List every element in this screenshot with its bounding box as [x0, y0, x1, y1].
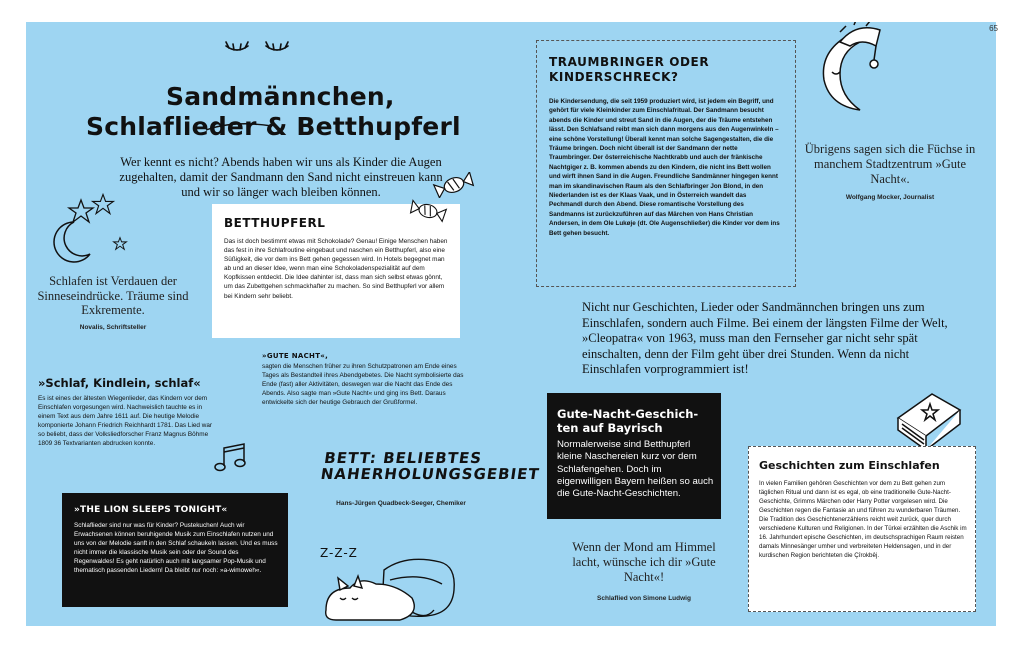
betthupferl-box [212, 204, 460, 338]
quote-mocker: Übrigens sagen sich die Füchse in manchem Stadtzentrum »Gute Nacht«. [804, 142, 976, 186]
star-icon [112, 236, 128, 251]
schlaf-kindlein-text: Es ist eines der ältesten Wiegenlieder, das Kindern vor dem Einschlafen vorgesungen wird. Nachweislich tauchte es in einem Text aus dem Jahre 1611 auf. Die heutige Melodie komponierte Johann Friedrich Reichhardt 1781. Das Lied war so beliebt, dass der Volksliedforscher Franz Magnus Böhme 1809 36 Textvarianten abdrucken konnte. [38, 395, 213, 448]
sleeping-moon-icon [810, 22, 894, 114]
quote-mocker-author: Wolfgang Mocker, Journalist [845, 194, 935, 201]
geschichten-text-2: Die Tradition des Geschichtenerzählens reicht weit zurück, quer durch verschiedene Kulturen und Religionen. In der Türkei erzählten die Aschik im 16. Jahrhundert epische Geschichten, im deutschsprachigen Raum reisten damals Minnesänger umher und verbreiteten Heldensagen, und in der kurdischen Region berichteten die Çîrokbêj. [759, 516, 967, 559]
magazine-spread [26, 22, 996, 626]
geschichten-text-1: In vielen Familien gehören Geschichten vor dem zu Bett gehen zum täglichen Ritual und dann ist es egal, ob eine traditionelle Gute-Nacht-Geschichte, Grimms Märchen oder Harry Potter vorgelesen wird. Die Geschichten regen die Fantasie an und führen zu wunderbaren Träumen. [759, 480, 961, 514]
betthupferl-text: Das ist doch bestimmt etwas mit Schokolade? Genau! Einige Menschen haben das fest in ihre Schlafroutine eingebaut und naschen ein Betthupferl, also eine Süßigkeit, die vor dem ins Bett gehen gegessen wird. In Hotels begegnet man ab und an dieser Idee, wenn man eine Schokoladenspezialität auf dem Kopfkissen entdeckt. Die Idee dahinter ist, dass man sich selbst etwas gönnt, um das Zubettgehen schmackhafter zu machen. So sind Betthupferl vor allem bei Kindern sehr beliebt. [224, 238, 448, 300]
traumbringer-text: Die Kindersendung, die seit 1959 produziert wird, ist jedem ein Begriff, und gehört für viele Kleinkinder zum Einschlafritual. Der Sandmann besucht abends die Kinder und streut Sand in die Augen, der die Träume entstehen lässt. Den Schlafsand reibt man sich dann morgens aus den Augenwinkeln – eine schöne Vorstellung! Überall kennt man solche Sagengestalten, die die Träume bringen. Doch nicht überall ist der Sandmann der nette Traumbringer. Der österreichische Nachtkrabb und auch der fränkische Nachtgiger z. B. kommen abends zu den Kindern, die nicht ins Bett wollen und wirft ihnen Sand in die Augen. Freundliche Sandmänner hingegen kennt man im skandinavischen Raum als den Schlafbringer Jon Blond, in den Niederlanden ist es der Klaas Vaak, und in Österreich wandelt das Pechmandl durch den Abend. Diese romantische Vorstellung des Sandmanns ist zurückzuführen auf das Märchen von Hans Christian Andersen, in dem Ole Lukøje (dt. Ole Augenschließer) die Kinder vor dem ins Bett gehen besucht. [549, 98, 780, 237]
traumbringer-heading-line-1: TRAUMBRINGER ODER [549, 55, 710, 69]
star-icon [90, 192, 116, 216]
traumbringer-heading-line-2: KINDERSCHRECK? [549, 70, 679, 84]
gute-nacht-heading: »GUTE NACHT«, [262, 352, 329, 360]
betthupferl-heading: BETTHUPFERL [224, 216, 326, 230]
bett-quote-author: Hans-Jürgen Quadbeck-Seeger, Chemiker [336, 500, 466, 507]
bayrisch-box [547, 393, 721, 519]
quote-lied: Wenn der Mond am Himmel lacht, wünsche ich dir »Gute Nacht«! [572, 540, 716, 584]
quote-novalis: Schlafen ist Verdauen der Sinneseindrücke. Träume sind Exkremente. [37, 274, 189, 317]
schlaf-kindlein-heading: »Schlaf, Kindlein, schlaf« [38, 376, 201, 390]
geschichten-heading: Geschichten zum Einschlafen [759, 459, 940, 472]
geschichten-text [759, 479, 967, 560]
candy-icon [432, 172, 476, 198]
underline-swash [204, 120, 274, 134]
lion-sleeps-box [62, 493, 288, 607]
title-line-1: Sandmännchen, [166, 82, 395, 111]
crescent-moon-icon [50, 218, 94, 264]
page-number: 65 [989, 24, 998, 33]
lion-sleeps-text: Schlaflieder sind nur was für Kinder? Pustekuchen! Auch wir Erwachsenen können beruhigende Musik zum Einschlafen nutzen und uns von der Melodie sanft in den Schlaf schaukeln lassen. Und es muss nicht immer die klassische Musik sein oder der Sound des Regenwaldes! Es geht natürlich auch mit langsamer Pop-Musik und thematisch passenden Liedern! Da bleibt nur noch: »a-wimoweh«. [74, 522, 278, 575]
bayrisch-text: Normalerweise sind Betthupferl kleine Naschereien kurz vor dem Schlafengehen. Doch im eigenwilligen Bayern heißen so auch die Gute-Nacht-Geschichten. [557, 439, 714, 500]
closed-eyes-icon [222, 38, 294, 60]
geschichten-box [748, 446, 976, 612]
traumbringer-heading [549, 55, 709, 85]
sleeping-cat-illustration [316, 540, 476, 624]
sleep-zzz: Z-Z-Z [320, 546, 358, 560]
bett-quote-line-1: BETT: BELIEBTES [323, 449, 484, 467]
quote-novalis-author: Novalis, Schriftsteller [79, 324, 147, 331]
filme-text: Nicht nur Geschichten, Lieder oder Sandmännchen bringen uns zum Einschlafen, sondern auch Filme. Bei einem der längsten Filme der Welt, »Cleopatra« von 1963, muss man den Fernseher gar nicht sehr spät einschalten, denn der Film geht über drei Stunden. Wenn da nicht Einschlafen vorprogrammiert ist! [582, 300, 948, 376]
traumbringer-box [536, 40, 796, 287]
bett-quote [319, 449, 541, 483]
candy-icon [408, 198, 448, 224]
music-note-icon [214, 442, 248, 474]
gute-nacht-text: sagten die Menschen früher zu ihren Schutzpatronen am Ende eines Tages als Bestandteil ihres Abendgebetes. Die Nacht symbolisierte das Ende (fast) aller Aktivitäten, deswegen war die Nacht das Ende des Abends. Also sagte man »Gute Nacht« und ging ins Bett. Daraus entwickelte sich der heutige Gebrauch der Grußformel. [262, 363, 464, 407]
title-line-2: Schlaflieder & Betthupferl [86, 112, 461, 141]
lion-sleeps-heading: »THE LION SLEEPS TONIGHT« [74, 505, 228, 515]
bayrisch-heading-line-1: Gute-Nacht-Geschich- [557, 407, 699, 421]
bayrisch-heading-line-2: ten auf Bayrisch [557, 421, 663, 435]
bayrisch-heading [557, 407, 698, 435]
quote-lied-author: Schlaflied von Simone Ludwig [597, 595, 691, 602]
bett-quote-line-2: NAHERHOLUNGSGEBIET [319, 465, 541, 483]
intro-text: Wer kennt es nicht? Abends haben wir uns als Kinder die Augen zugehalten, damit der Sandmann den Sand nicht einstreuen kann und wir so länger wach bleiben können. [119, 155, 443, 199]
